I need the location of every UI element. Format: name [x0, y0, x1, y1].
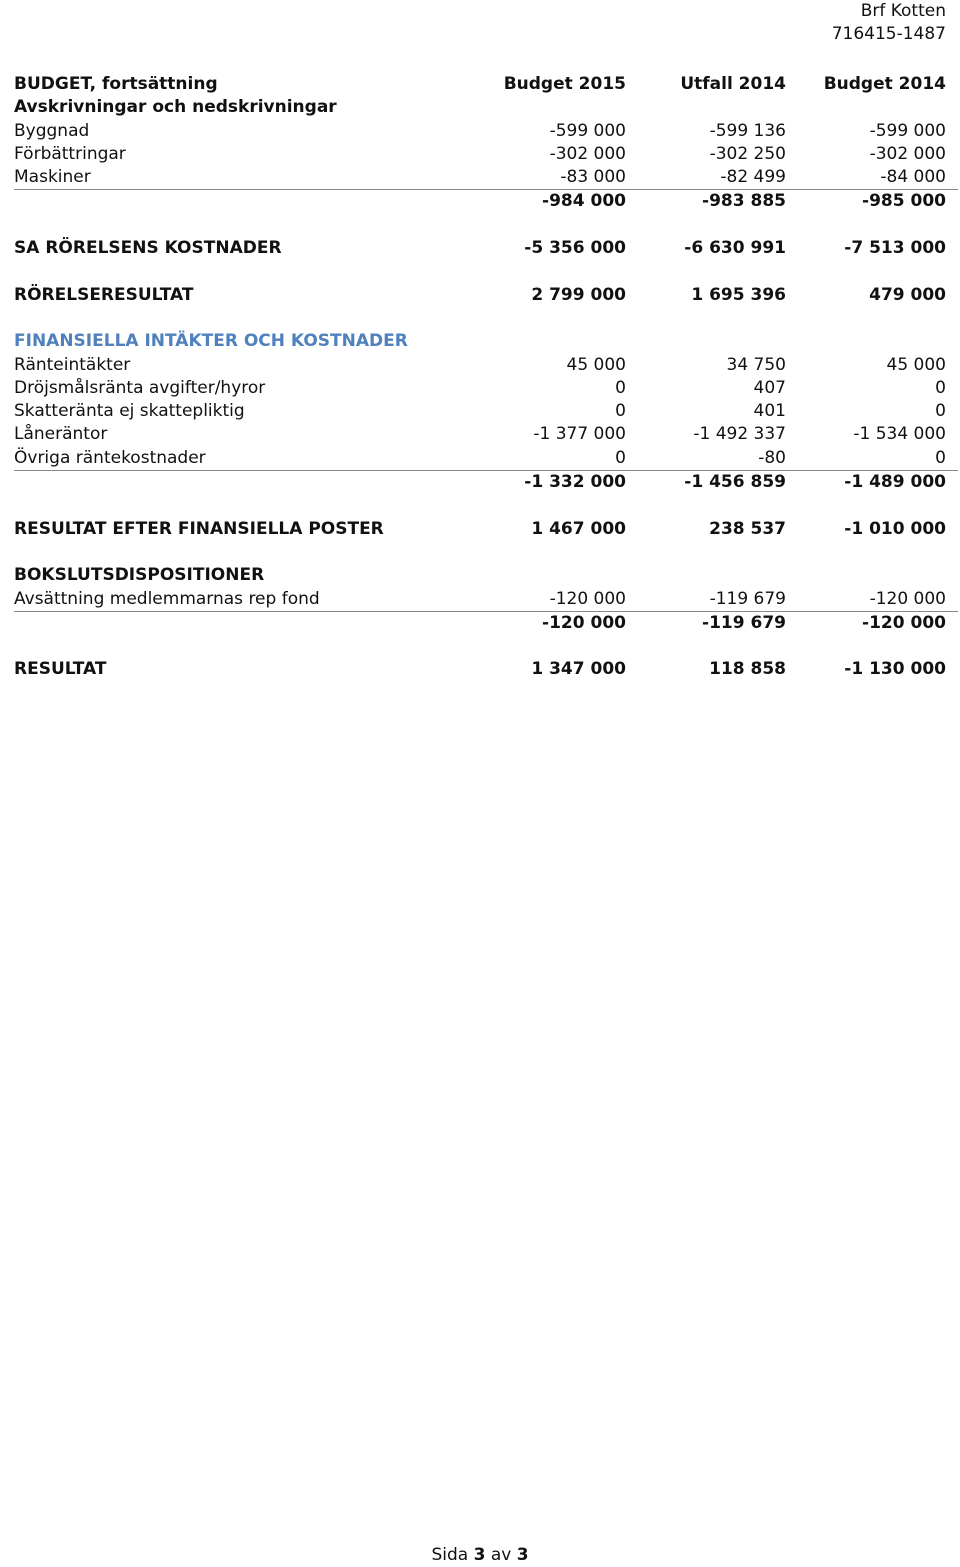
- value-budget-2015: -120 000: [542, 612, 626, 633]
- table-row: [14, 447, 958, 471]
- value-budget-2014: -985 000: [862, 191, 946, 212]
- table-row: [14, 588, 958, 612]
- value-budget-2014: -7 513 000: [844, 238, 946, 259]
- value-budget-2014: -302 000: [869, 143, 946, 164]
- value-budget-2014: 479 000: [869, 284, 946, 305]
- value-utfall-2014: 401: [753, 401, 786, 422]
- value-utfall-2014: 1 695 396: [691, 284, 786, 305]
- table-row: [14, 143, 958, 166]
- value-budget-2014: -1 010 000: [844, 518, 946, 539]
- column-header-budget-2014: Budget 2014: [823, 74, 946, 94]
- section-heading-appropriations: [14, 564, 958, 587]
- value-budget-2015: 1 467 000: [531, 518, 626, 539]
- value-budget-2015: 2 799 000: [531, 284, 626, 305]
- report-title: BUDGET, fortsättning: [14, 74, 218, 94]
- table-row: [14, 377, 958, 400]
- section-heading-financial: [14, 330, 958, 353]
- total-row-operating-costs: [14, 237, 958, 260]
- row-label: RÖRELSERESULTAT: [14, 284, 194, 305]
- value-budget-2015: 45 000: [566, 354, 626, 375]
- page-of-label: av: [490, 1545, 512, 1565]
- value-budget-2015: -599 000: [549, 120, 626, 141]
- current-page: 3: [473, 1545, 486, 1565]
- section-title: FINANSIELLA INTÄKTER OCH KOSTNADER: [14, 331, 408, 352]
- page-number-footer: [0, 1545, 960, 1565]
- value-utfall-2014: -1 492 337: [693, 424, 786, 445]
- value-budget-2014: -1 130 000: [844, 659, 946, 680]
- spacer: [14, 635, 958, 658]
- column-header-budget-2015: Budget 2015: [503, 74, 626, 94]
- table-row: [14, 354, 958, 377]
- value-budget-2014: -120 000: [869, 588, 946, 609]
- spacer: [14, 541, 958, 564]
- value-utfall-2014: -119 679: [709, 588, 786, 609]
- row-label: Byggnad: [14, 120, 90, 141]
- value-budget-2014: -599 000: [869, 120, 946, 141]
- total-row-operating-result: [14, 284, 958, 307]
- spacer: [14, 494, 958, 517]
- value-utfall-2014: -80: [758, 447, 786, 468]
- value-utfall-2014: 118 858: [709, 659, 786, 680]
- row-label: Ränteintäkter: [14, 354, 131, 375]
- row-label: RESULTAT: [14, 659, 107, 680]
- section-title: Avskrivningar och nedskrivningar: [14, 97, 337, 118]
- table-row: [14, 423, 958, 446]
- value-budget-2014: -1 534 000: [853, 424, 946, 445]
- value-budget-2014: 0: [935, 447, 946, 468]
- report-header-row: [14, 73, 958, 96]
- section-title: BOKSLUTSDISPOSITIONER: [14, 565, 265, 586]
- value-utfall-2014: 34 750: [726, 354, 786, 375]
- value-budget-2015: -5 356 000: [524, 238, 626, 259]
- row-label: Låneräntor: [14, 424, 108, 445]
- total-row-result: [14, 658, 958, 681]
- subtotal-row-appropriations: [14, 612, 958, 635]
- row-label: Avsättning medlemmarnas rep fond: [14, 588, 320, 609]
- subtotal-row-depreciation: [14, 190, 958, 213]
- spacer: [14, 307, 958, 330]
- value-budget-2014: -1 489 000: [844, 472, 946, 493]
- table-row: [14, 400, 958, 423]
- value-budget-2015: 0: [615, 401, 626, 422]
- value-budget-2015: 0: [615, 377, 626, 398]
- table-row: [14, 166, 958, 190]
- total-pages: 3: [516, 1545, 529, 1565]
- value-utfall-2014: 407: [753, 377, 786, 398]
- value-utfall-2014: -302 250: [709, 143, 786, 164]
- value-utfall-2014: -983 885: [702, 191, 786, 212]
- row-label: Maskiner: [14, 167, 91, 188]
- value-budget-2014: -84 000: [880, 167, 946, 188]
- budget-report: [14, 73, 958, 682]
- value-budget-2015: -984 000: [542, 191, 626, 212]
- value-budget-2015: -1 332 000: [524, 472, 626, 493]
- value-budget-2015: 0: [615, 447, 626, 468]
- value-utfall-2014: -6 630 991: [684, 238, 786, 259]
- value-budget-2015: -120 000: [549, 588, 626, 609]
- value-budget-2015: -1 377 000: [533, 424, 626, 445]
- row-label: Övriga räntekostnader: [14, 447, 206, 468]
- value-budget-2014: 0: [935, 401, 946, 422]
- value-utfall-2014: 238 537: [709, 518, 786, 539]
- page-label: Sida: [431, 1545, 469, 1565]
- value-budget-2014: 45 000: [886, 354, 946, 375]
- value-budget-2014: -120 000: [862, 612, 946, 633]
- section-heading-depreciation: [14, 96, 958, 119]
- subtotal-row-financial: [14, 471, 958, 494]
- table-row: [14, 120, 958, 143]
- value-budget-2014: 0: [935, 377, 946, 398]
- value-utfall-2014: -1 456 859: [684, 472, 786, 493]
- column-header-utfall-2014: Utfall 2014: [680, 74, 786, 94]
- row-label: Förbättringar: [14, 143, 126, 164]
- total-row-result-after-financial: [14, 518, 958, 541]
- spacer: [14, 260, 958, 283]
- organization-number: 716415-1487: [831, 24, 946, 44]
- value-budget-2015: 1 347 000: [531, 659, 626, 680]
- spacer: [14, 214, 958, 237]
- organization-name: Brf Kotten: [860, 1, 946, 21]
- value-budget-2015: -302 000: [549, 143, 626, 164]
- row-label: SA RÖRELSENS KOSTNADER: [14, 238, 282, 259]
- row-label: Dröjsmålsränta avgifter/hyror: [14, 377, 266, 398]
- value-utfall-2014: -599 136: [709, 120, 786, 141]
- value-budget-2015: -83 000: [560, 167, 626, 188]
- row-label: RESULTAT EFTER FINANSIELLA POSTER: [14, 518, 384, 539]
- row-label: Skatteränta ej skattepliktig: [14, 401, 245, 422]
- value-utfall-2014: -119 679: [702, 612, 786, 633]
- value-utfall-2014: -82 499: [720, 167, 786, 188]
- organization-header: [832, 0, 946, 46]
